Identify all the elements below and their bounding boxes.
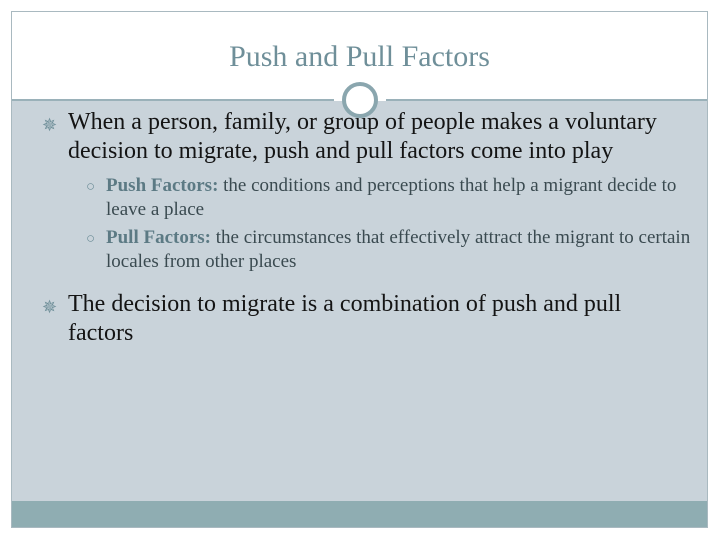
arrow-bullet-icon: ✵ bbox=[42, 115, 58, 135]
bullet-item-2 bbox=[42, 290, 691, 348]
ring-bullet-icon: ○ bbox=[86, 179, 96, 195]
ring-bullet-icon: ○ bbox=[86, 231, 96, 247]
footer-bar bbox=[12, 501, 707, 528]
slide bbox=[11, 11, 708, 528]
bullet-text: The decision to migrate is a combination of push and pull factors bbox=[68, 291, 622, 346]
bullet-list bbox=[42, 108, 691, 356]
sub-bullet-pull bbox=[86, 226, 691, 274]
divider-line-left bbox=[12, 99, 334, 101]
desc-pull: the circumstances that effectively attract the migrant to certain locales from other places bbox=[106, 227, 691, 272]
bullet-item-1 bbox=[42, 108, 691, 166]
term-push: Push Factors: bbox=[106, 175, 219, 196]
sub-bullet-push bbox=[86, 174, 691, 222]
term-pull: Pull Factors: bbox=[106, 227, 212, 248]
slide-title: Push and Pull Factors bbox=[229, 40, 490, 73]
bullet-text: When a person, family, or group of people makes a voluntary decision to migrate, push and pull factors come into play bbox=[68, 109, 657, 164]
desc-push: the conditions and perceptions that help a migrant decide to leave a place bbox=[106, 175, 677, 220]
sub-bullet-list bbox=[86, 174, 691, 274]
arrow-bullet-icon: ✵ bbox=[42, 297, 58, 317]
divider-line-right bbox=[386, 99, 708, 101]
